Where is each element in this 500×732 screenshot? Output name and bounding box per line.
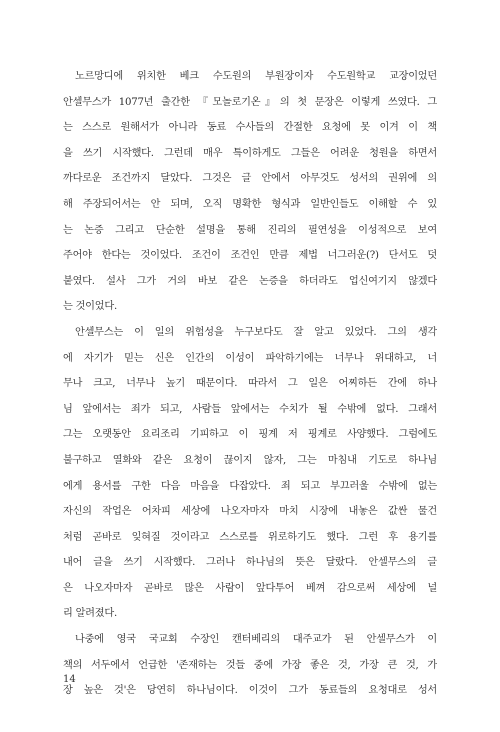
text-line: 는 스스로 원해서가 아니라 동료 수사들의 간절한 요청에 못 이겨 이 책 bbox=[63, 122, 437, 134]
text-line: 까다로운 조건까지 달았다. 그것은 글 안에서 아무것도 성서의 권위에 의 bbox=[63, 173, 437, 185]
text-line: 은 나오자마자 곧바로 많은 사람이 앞다투어 베껴 감으로써 세상에 널 bbox=[63, 582, 437, 594]
text-line: 안셀무스가 1077년 출간한 『모놀로기온』의 첫 문장은 이렇게 쓰였다. 그 bbox=[63, 96, 437, 108]
paragraph-3 bbox=[63, 627, 437, 704]
text-line: 노르망디에 위치한 베크 수도원의 부원장이자 수도원학교 교장이었던 bbox=[75, 71, 437, 82]
text-line: 무나 크고, 너무나 높기 때문이다. 따라서 그 일은 어찌하든 간에 하나 bbox=[63, 378, 437, 390]
paragraph-1 bbox=[63, 64, 437, 320]
text-line: 처럼 곧바로 잊혀질 것이라고 스스로를 위로하기도 했다. 그런 후 용기를 bbox=[63, 531, 437, 543]
text-line: 붙였다. 설사 그가 거의 바보 같은 논증을 하더라도 업신여기지 않겠다 bbox=[63, 275, 437, 287]
text-line: 불구하고 열화와 같은 요청이 끊이지 않자, 그는 마침내 기도로 하나님 bbox=[63, 454, 437, 466]
text-line: 내어 글을 쓰기 시작했다. 그러나 하나님의 뜻은 달랐다. 안셀무스의 글 bbox=[63, 557, 437, 569]
body-text bbox=[63, 64, 437, 704]
text-line: 안셀무스는 이 일의 위험성을 누구보다도 잘 알고 있었다. 그의 생각 bbox=[75, 326, 437, 338]
text-line: 자신의 작업은 어차피 세상에 나오자마자 마치 시장에 내놓은 값싼 물건 bbox=[63, 506, 437, 518]
text-line: 리 알려졌다. bbox=[63, 608, 117, 620]
text-line: 해 주장되어서는 안 되며, 오직 명확한 형식과 일반인들도 이해할 수 있 bbox=[63, 198, 437, 210]
text-line: 주어야 한다는 것이었다. 조건이 조건인 만큼 제법 너그러운(?) 단서도 덧 bbox=[63, 250, 437, 262]
text-line: 을 쓰기 시작했다. 그런데 매우 특이하게도 그들은 어려운 청원을 하면서 bbox=[63, 147, 437, 159]
page-number: 14 bbox=[63, 674, 76, 685]
text-line: 장 높은 것'은 당연히 하나님이다. 이것이 그가 동료들의 요청대로 성서 bbox=[63, 685, 437, 697]
text-line: 책의 서두에서 언급한 '존재하는 것들 중에 가장 좋은 것, 가장 큰 것, 가 bbox=[63, 659, 437, 671]
text-line: 에게 용서를 구한 다음 마음을 다잡았다. 죄 되고 부끄러울 수밖에 없는 bbox=[63, 480, 437, 492]
text-line: 그는 오랫동안 요리조리 기피하고 이 핑계 저 핑계로 사양했다. 그럼에도 bbox=[63, 429, 437, 441]
text-line: 는 논증 그리고 단순한 설명을 통해 진리의 필연성을 이성적으로 보여 bbox=[63, 224, 437, 236]
text-line: 님 앞에서는 죄가 되고, 사람들 앞에서는 수치가 될 수밖에 없다. 그래서 bbox=[63, 403, 437, 415]
paragraph-2 bbox=[63, 320, 437, 627]
text-line: 나중에 영국 국교회 수장인 캔터베리의 대주교가 된 안셀무스가 이 bbox=[75, 634, 437, 646]
text-line: 는 것이었다. bbox=[63, 301, 117, 313]
text-line: 에 자기가 믿는 신은 인간의 이성이 파악하기에는 너무나 위대하고, 너 bbox=[63, 352, 437, 364]
